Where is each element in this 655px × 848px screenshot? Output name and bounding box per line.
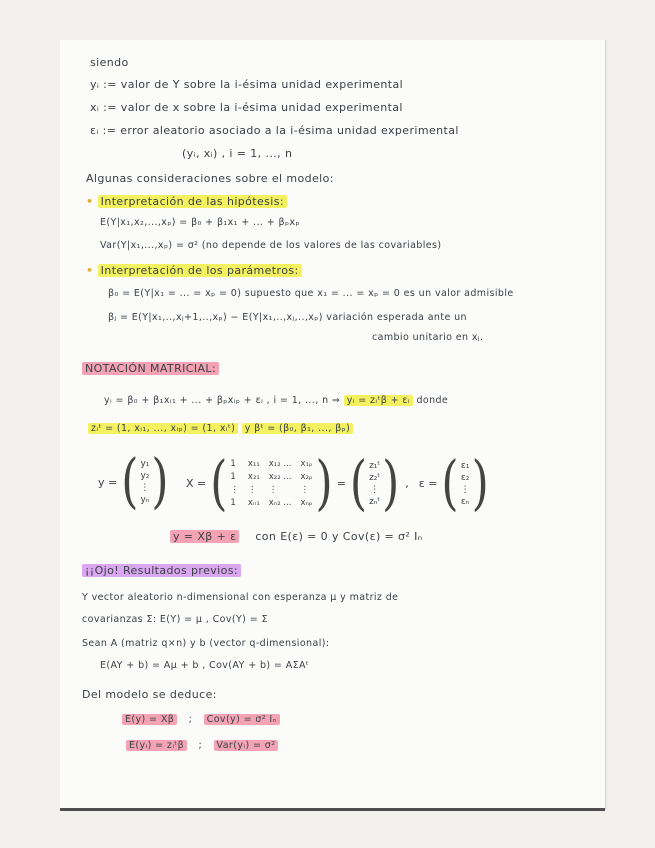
bullet-icon: • xyxy=(86,264,98,277)
x-cell: x₂₁ xyxy=(247,472,260,482)
model-scalar-form: yᵢ = β₀ + β₁xᵢ₁ + ... + βₚxᵢₚ + εᵢ , i = 1, ..., n ⇒ xyxy=(104,395,341,406)
equation-betaj: βⱼ = E(Y|x₁,..,xⱼ+1,..,xₚ) − E(Y|x₁,..,xⱼ,..,xₚ) variación esperada ante un xyxy=(108,312,467,323)
text-siendo: siendo xyxy=(90,56,129,69)
heading-previous-results xyxy=(82,564,241,577)
model-matrix-form: y = Xβ + ε xyxy=(170,530,239,543)
x-matrix-block: X = ( 1 x₁₁ x₁₂ ... x₁ₚ 1 x₂₁ x₂₂ ... x₂ₚ ⋮ ⋮ ⋮ ⋮ 1 xₙ₁ xₙ₂ ... xₙₚ ) = ( z₁ᵗ z₂ᵗ ⋮ zₙᵗ ) , ε = ( ε₁ ε₂ ⋮ εₙ ) xyxy=(186,448,489,518)
page-bottom-edge xyxy=(60,808,605,811)
heading-matrix-notation-text: NOTACIÓN MATRICIAL: xyxy=(82,362,219,375)
equation-model-scalar xyxy=(104,395,448,406)
variance-yi: Var(yᵢ) = σ² xyxy=(214,740,279,751)
e-vector xyxy=(461,460,470,508)
e-entry: εₙ xyxy=(460,496,470,507)
e-entry: ε₁ xyxy=(460,460,470,471)
heading-hypotheses-text: Interpretación de las hipótesis: xyxy=(98,195,287,208)
z-entry: ⋮ xyxy=(370,484,380,495)
expectation-yi: E(yᵢ) = zᵢᵗβ xyxy=(126,740,187,751)
y-vector-label: y = xyxy=(98,475,118,489)
definition-error: εᵢ := error aleatorio asociado a la i-ésima unidad experimental xyxy=(90,124,459,137)
x-cell: ⋮ xyxy=(247,485,257,495)
text-covariances: covarianzas Σ: E(Y) = μ , Cov(Y) = Σ xyxy=(82,614,268,625)
equation-expectation: E(Y|x₁,x₂,...,xₚ) = β₀ + β₁x₁ + ... + βₚxₚ xyxy=(100,217,300,228)
expectation-y: E(y) = Xβ xyxy=(122,714,177,725)
x-cell: x₂₂ ... xyxy=(268,472,292,482)
text-sean: Sean A (matriz q×n) y b (vector q-dimensional): xyxy=(82,638,330,649)
equation-variance: Var(Y|x₁,...,xₚ) = σ² (no depende de los valores de las covariables) xyxy=(100,240,442,251)
heading-matrix-notation xyxy=(82,362,219,375)
x-cell: xₙₚ xyxy=(300,498,313,508)
y-entry: y₂ xyxy=(140,471,150,481)
beta-definition: y βᵗ = (β₀, β₁, ..., βₚ) xyxy=(242,423,354,434)
text-donde: donde xyxy=(416,395,449,406)
heading-parameters xyxy=(86,264,302,277)
text-unit-change: cambio unitario en xⱼ. xyxy=(372,332,484,343)
section-considerations: Algunas consideraciones sobre el modelo: xyxy=(86,172,334,185)
x-cell: x₁₂ ... xyxy=(268,459,292,469)
x-matrix-label: X = xyxy=(186,477,207,490)
y-vector xyxy=(140,458,149,506)
heading-hypotheses xyxy=(86,195,287,208)
e-entry: ε₂ xyxy=(460,472,470,483)
equation-result-1 xyxy=(122,714,280,725)
heading-previous-results-text: ¡¡Ojo! Resultados previos: xyxy=(82,564,241,577)
equals-sign: = xyxy=(336,477,346,490)
definition-x: xᵢ := valor de x sobre la i-ésima unidad experimental xyxy=(90,101,403,114)
z-entry: z₂ᵗ xyxy=(369,472,381,483)
x-cell: x₁ₚ xyxy=(300,459,313,469)
comma: , xyxy=(405,477,409,490)
x-cell: 1 xyxy=(230,498,236,508)
x-cell: 1 xyxy=(230,472,236,482)
separator: ; xyxy=(188,714,193,725)
separator: ; xyxy=(198,740,203,751)
equation-linear-transform: E(AY + b) = Aμ + b , Cov(AY + b) = AΣAᵗ xyxy=(100,660,310,671)
equation-model-matrix xyxy=(170,530,423,543)
y-entry: y₁ xyxy=(140,459,150,469)
y-entry: ⋮ xyxy=(140,483,150,493)
z-entry: zₙᵗ xyxy=(369,496,381,507)
x-cell: ⋮ xyxy=(300,485,309,495)
bullet-icon: • xyxy=(86,195,98,208)
x-cell: x₁₁ xyxy=(247,459,260,469)
model-vector-form: yᵢ = zᵢᵗβ + εᵢ xyxy=(344,395,413,406)
e-entry: ⋮ xyxy=(460,484,470,495)
heading-parameters-text: Interpretación de los parámetros: xyxy=(98,264,302,277)
x-cell: x₂ₚ xyxy=(300,472,313,482)
e-vector-label: ε = xyxy=(418,477,438,490)
equation-beta0: β₀ = E(Y|x₁ = ... = xₚ = 0) supuesto que x₁ = ... = xₚ = 0 es un valor admisible xyxy=(108,288,514,299)
error-assumptions: con E(ε) = 0 y Cov(ε) = σ² Iₙ xyxy=(255,530,423,543)
y-entry: yₙ xyxy=(140,495,150,505)
text-deduce: Del modelo se deduce: xyxy=(82,688,217,701)
x-cell: ⋮ xyxy=(268,485,278,495)
notebook-page xyxy=(60,40,606,810)
sample-pairs: (yᵢ, xᵢ) , i = 1, ..., n xyxy=(182,147,293,160)
x-cell: 1 xyxy=(230,459,236,469)
z-entry: z₁ᵗ xyxy=(369,460,381,471)
covariance-y: Cov(y) = σ² Iₙ xyxy=(204,714,280,725)
definition-y: yᵢ := valor de Y sobre la i-ésima unidad experimental xyxy=(90,78,404,91)
x-matrix xyxy=(230,458,312,509)
x-cell: ⋮ xyxy=(230,485,239,495)
x-cell: xₙ₂ ... xyxy=(268,498,292,508)
text-random-vector: Y vector aleatorio n-dimensional con esperanza μ y matriz de xyxy=(82,592,399,603)
equation-result-2 xyxy=(126,740,278,751)
z-vector xyxy=(369,460,380,508)
equation-z-definition xyxy=(88,423,353,434)
x-cell: xₙ₁ xyxy=(247,498,260,508)
z-definition: zᵢᵗ = (1, xᵢ₁, ..., xᵢₚ) = (1, xᵢᵗ) xyxy=(88,423,238,434)
y-vector-block: y = ( y₁ y₂ ⋮ yₙ ) xyxy=(98,446,169,516)
